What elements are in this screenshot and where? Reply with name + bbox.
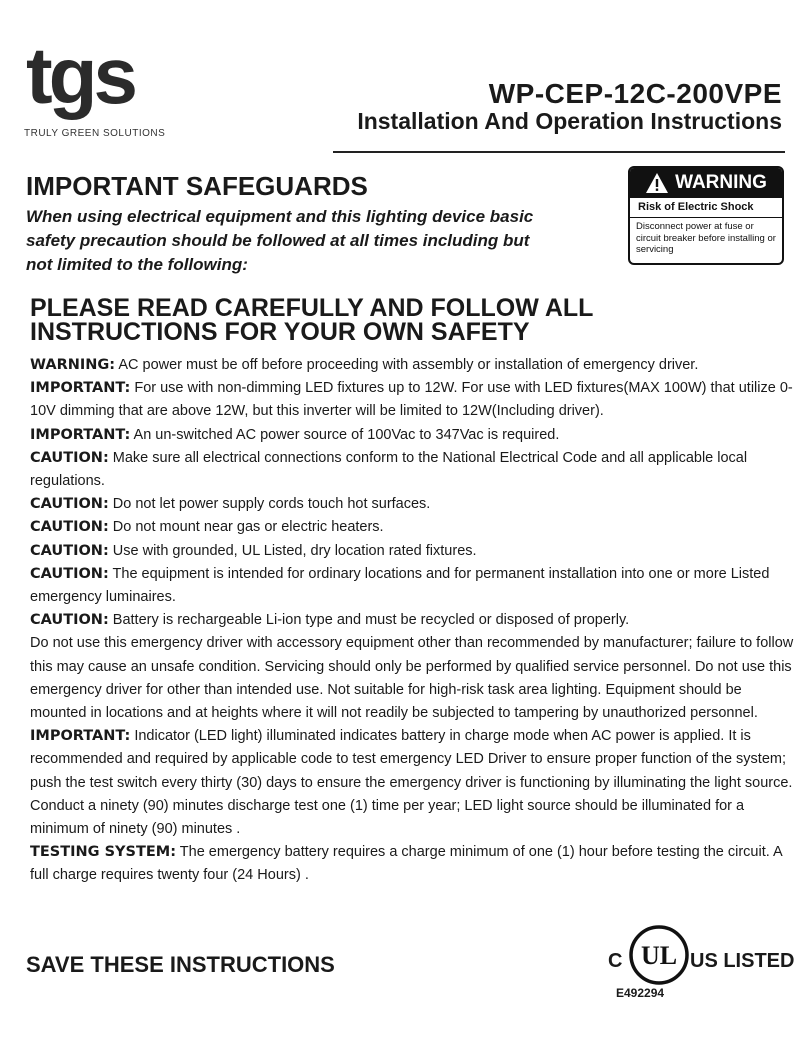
instruction-text: Battery is rechargeable Li-ion type and must be recycled or disposed of properly. [108, 612, 630, 629]
instruction-paragraph [30, 632, 796, 725]
safeguards-title: IMPORTANT SAFEGUARDS [26, 171, 368, 201]
instruction-label: CAUTION: [30, 565, 109, 582]
ul-file-number: E492294 [616, 986, 665, 1000]
instructions-body [30, 354, 796, 888]
instruction-label: WARNING: [30, 357, 116, 373]
instruction-label: CAUTION: [30, 496, 109, 513]
warning-divider [630, 217, 782, 218]
warning-header [630, 168, 782, 198]
ul-c-letter: C [608, 950, 623, 972]
instruction-paragraph [30, 447, 796, 493]
read-carefully-title [30, 296, 593, 344]
ul-us-listed: US LISTED [690, 950, 795, 972]
tgs-logo [24, 31, 174, 148]
instruction-text: Make sure all electrical connections conform to the National Electrical Code and all applicable local regulations. [30, 449, 748, 490]
instruction-paragraph [30, 563, 796, 609]
model-number: WP-CEP-12C-200VPE [488, 78, 782, 109]
warning-risk: Risk of Electric Shock [638, 201, 754, 213]
instruction-label: CAUTION: [30, 612, 109, 629]
instruction-paragraph [30, 516, 796, 539]
instruction-paragraph [30, 609, 796, 632]
ul-listed-mark [608, 922, 795, 1002]
warning-header-text: WARNING [675, 172, 767, 193]
read-title-line-1: PLEASE READ CAREFULLY AND FOLLOW ALL [30, 294, 594, 322]
instruction-text: An un-switched AC power source of 100Vac to 347Vac is required. [130, 426, 560, 443]
instruction-label: CAUTION: [30, 542, 109, 559]
save-instructions-heading: SAVE THESE INSTRUCTIONS [26, 952, 335, 977]
logo-wordmark: tgs [26, 31, 134, 120]
instruction-label: CAUTION: [30, 449, 109, 466]
ul-letters: UL [640, 941, 678, 970]
safeguards-intro: When using electrical equipment and this lighting device basic safety precaution should be followed at all times including but not limited to the following: [26, 207, 534, 274]
instruction-paragraph [30, 725, 796, 841]
instruction-paragraph [30, 354, 796, 377]
instruction-text: The equipment is intended for ordinary locations and for permanent installation into one or more Listed emergency luminaires. [30, 565, 770, 606]
instruction-paragraph [30, 540, 796, 563]
instruction-label: CAUTION: [30, 519, 109, 536]
read-title-line-2: INSTRUCTIONS FOR YOUR OWN SAFETY [30, 318, 530, 346]
instruction-paragraph [30, 493, 796, 516]
warning-body: Disconnect power at fuse or circuit breaker before installing or servicing [636, 221, 776, 255]
ul-logo-icon [628, 924, 690, 986]
instruction-paragraph [30, 377, 796, 423]
instruction-text: AC power must be off before proceeding with assembly or installation of emergency driver. [115, 357, 699, 373]
instruction-text: Use with grounded, UL Listed, dry location rated fixtures. [108, 542, 477, 559]
instruction-text: Do not use this emergency driver with accessory equipment other than recommended by manufacturer; failure to follow this may cause an unsafe condition. Servicing should only be performed by qualified service personnel. Do not use this emergency driver for other than intended use. Not suitable for high-risk task area lighting. Equipment should be mounted in locations and at heights where it will not readily be subjected to tampering by unauthorized personnel. [30, 635, 794, 722]
instruction-label: IMPORTANT: [30, 380, 131, 397]
instruction-text: Indicator (LED light) illuminated indicates battery in charge mode when AC power is applied. It is recommended and required by applicable code to test emergency LED Driver to ensure proper function of the system; push the test switch every thirty (30) days to ensure the emergency driver is functioning by illuminating the light source. Conduct a ninety (90) minutes discharge test one (1) time per year; LED light source should be illuminated for a minimum of ninety (90) minutes . [30, 728, 793, 838]
warning-label [628, 166, 784, 265]
instruction-label: IMPORTANT: [30, 728, 131, 745]
instruction-label: IMPORTANT: [30, 426, 131, 443]
logo-tagline: TRULY GREEN SOLUTIONS [24, 128, 166, 139]
instruction-text: For use with non-dimming LED fixtures up to 12W. For use with LED fixtures(MAX 100W) that utilize 0-10V dimming that are above 12W, but this inverter will be limited to 12W(Including driver). [30, 380, 793, 420]
instruction-text: Do not mount near gas or electric heaters. [108, 519, 384, 536]
document-subtitle: Installation And Operation Instructions [357, 108, 782, 134]
instruction-label: TESTING SYSTEM: [30, 844, 177, 861]
instruction-paragraph [30, 424, 796, 447]
instruction-paragraph [30, 841, 796, 887]
instruction-text: The emergency battery requires a charge minimum of one (1) hour before testing the circuit. A full charge requires twenty four (24 Hours) . [30, 844, 782, 884]
instruction-text: Do not let power supply cords touch hot surfaces. [108, 496, 431, 513]
warning-triangle-icon [645, 172, 669, 194]
header-divider [333, 151, 785, 153]
